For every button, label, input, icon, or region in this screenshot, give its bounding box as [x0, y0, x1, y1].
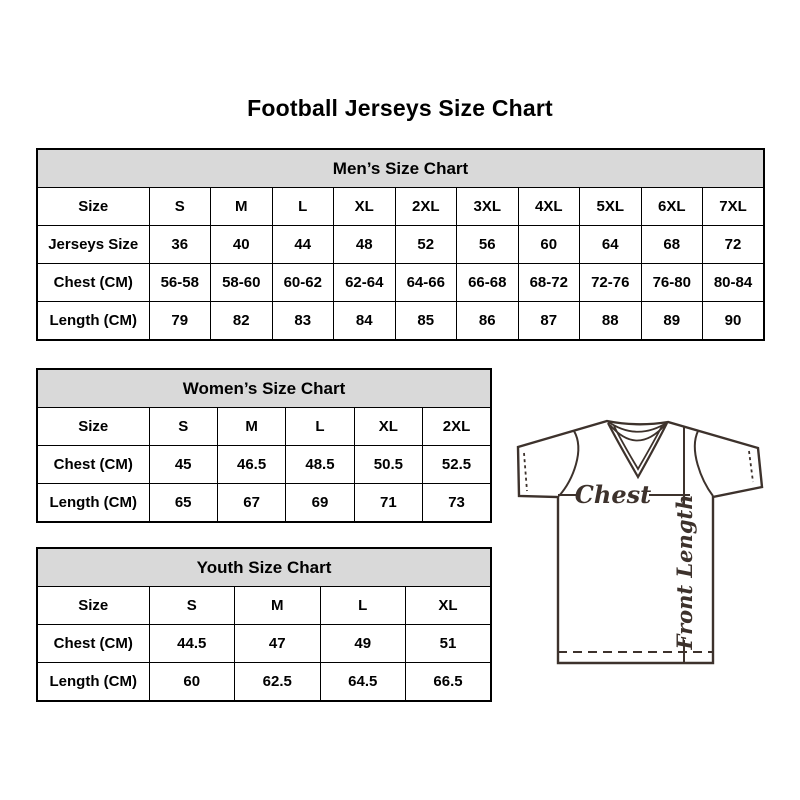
value-cell: M [235, 587, 321, 625]
row-label-cell: Chest (CM) [37, 264, 149, 302]
value-cell: 48 [334, 226, 396, 264]
table-row [37, 484, 491, 523]
table-row [37, 663, 491, 702]
value-cell: 69 [286, 484, 354, 523]
value-cell: 66-68 [457, 264, 519, 302]
value-cell: 66.5 [406, 663, 492, 702]
jersey-measurement-diagram [505, 400, 775, 670]
value-cell: 79 [149, 302, 211, 341]
left-sleeve-stitch-line [524, 453, 527, 491]
value-cell: 56 [457, 226, 519, 264]
table-header-row [37, 149, 764, 188]
value-cell: 46.5 [217, 446, 285, 484]
value-cell: 6XL [641, 188, 703, 226]
value-cell: 62-64 [334, 264, 396, 302]
value-cell: M [217, 408, 285, 446]
value-cell: 56-58 [149, 264, 211, 302]
table-header-row [37, 369, 491, 408]
value-cell: 67 [217, 484, 285, 523]
value-cell: 48.5 [286, 446, 354, 484]
value-cell: 58-60 [211, 264, 273, 302]
table-header-row [37, 548, 491, 587]
value-cell: M [211, 188, 273, 226]
value-cell: 44.5 [149, 625, 235, 663]
table-row [37, 302, 764, 341]
value-cell: 2XL [423, 408, 491, 446]
table-row [37, 587, 491, 625]
value-cell: S [149, 587, 235, 625]
row-label-cell: Length (CM) [37, 302, 149, 341]
value-cell: 49 [320, 625, 406, 663]
value-cell: L [272, 188, 334, 226]
value-cell: S [149, 188, 211, 226]
value-cell: 73 [423, 484, 491, 523]
value-cell: L [320, 587, 406, 625]
value-cell: 64-66 [395, 264, 457, 302]
chest-label: Chest [574, 480, 652, 509]
row-label-cell: Chest (CM) [37, 446, 149, 484]
value-cell: 68 [641, 226, 703, 264]
table-row [37, 625, 491, 663]
page-title: Football Jerseys Size Chart [247, 95, 553, 121]
value-cell: XL [334, 188, 396, 226]
value-cell: L [286, 408, 354, 446]
right-armhole-seam [695, 431, 713, 496]
row-label-cell: Jerseys Size [37, 226, 149, 264]
value-cell: XL [354, 408, 422, 446]
value-cell: 52 [395, 226, 457, 264]
value-cell: 60 [518, 226, 580, 264]
table-title: Women’s Size Chart [37, 369, 491, 408]
value-cell: XL [406, 587, 492, 625]
value-cell: 71 [354, 484, 422, 523]
value-cell: 86 [457, 302, 519, 341]
value-cell: 44 [272, 226, 334, 264]
value-cell: 45 [149, 446, 217, 484]
table-row [37, 446, 491, 484]
row-label-cell: Length (CM) [37, 484, 149, 523]
table-row [37, 188, 764, 226]
value-cell: 68-72 [518, 264, 580, 302]
value-cell: 72 [703, 226, 765, 264]
row-label-cell: Size [37, 408, 149, 446]
value-cell: 76-80 [641, 264, 703, 302]
value-cell: 64.5 [320, 663, 406, 702]
value-cell: 65 [149, 484, 217, 523]
table-row [37, 408, 491, 446]
value-cell: 62.5 [235, 663, 321, 702]
row-label-cell: Size [37, 587, 149, 625]
row-label-cell: Size [37, 188, 149, 226]
table-row [37, 226, 764, 264]
value-cell: 52.5 [423, 446, 491, 484]
value-cell: 85 [395, 302, 457, 341]
value-cell: 64 [580, 226, 642, 264]
value-cell: 84 [334, 302, 396, 341]
value-cell: 36 [149, 226, 211, 264]
row-label-cell: Length (CM) [37, 663, 149, 702]
value-cell: 87 [518, 302, 580, 341]
value-cell: 72-76 [580, 264, 642, 302]
value-cell: 3XL [457, 188, 519, 226]
womens-size-table [36, 368, 492, 523]
table-row [37, 264, 764, 302]
jersey-outline [518, 421, 762, 663]
table-title: Men’s Size Chart [37, 149, 764, 188]
value-cell: 88 [580, 302, 642, 341]
value-cell: 80-84 [703, 264, 765, 302]
value-cell: 7XL [703, 188, 765, 226]
value-cell: 5XL [580, 188, 642, 226]
mens-size-table [36, 148, 765, 341]
value-cell: 60-62 [272, 264, 334, 302]
value-cell: 4XL [518, 188, 580, 226]
value-cell: S [149, 408, 217, 446]
value-cell: 90 [703, 302, 765, 341]
value-cell: 50.5 [354, 446, 422, 484]
value-cell: 2XL [395, 188, 457, 226]
value-cell: 83 [272, 302, 334, 341]
value-cell: 60 [149, 663, 235, 702]
value-cell: 47 [235, 625, 321, 663]
value-cell: 89 [641, 302, 703, 341]
youth-size-table [36, 547, 492, 702]
right-sleeve-stitch-line [749, 451, 753, 482]
row-label-cell: Chest (CM) [37, 625, 149, 663]
value-cell: 82 [211, 302, 273, 341]
value-cell: 40 [211, 226, 273, 264]
table-title: Youth Size Chart [37, 548, 491, 587]
front-length-label: Front Length [672, 494, 697, 650]
value-cell: 51 [406, 625, 492, 663]
